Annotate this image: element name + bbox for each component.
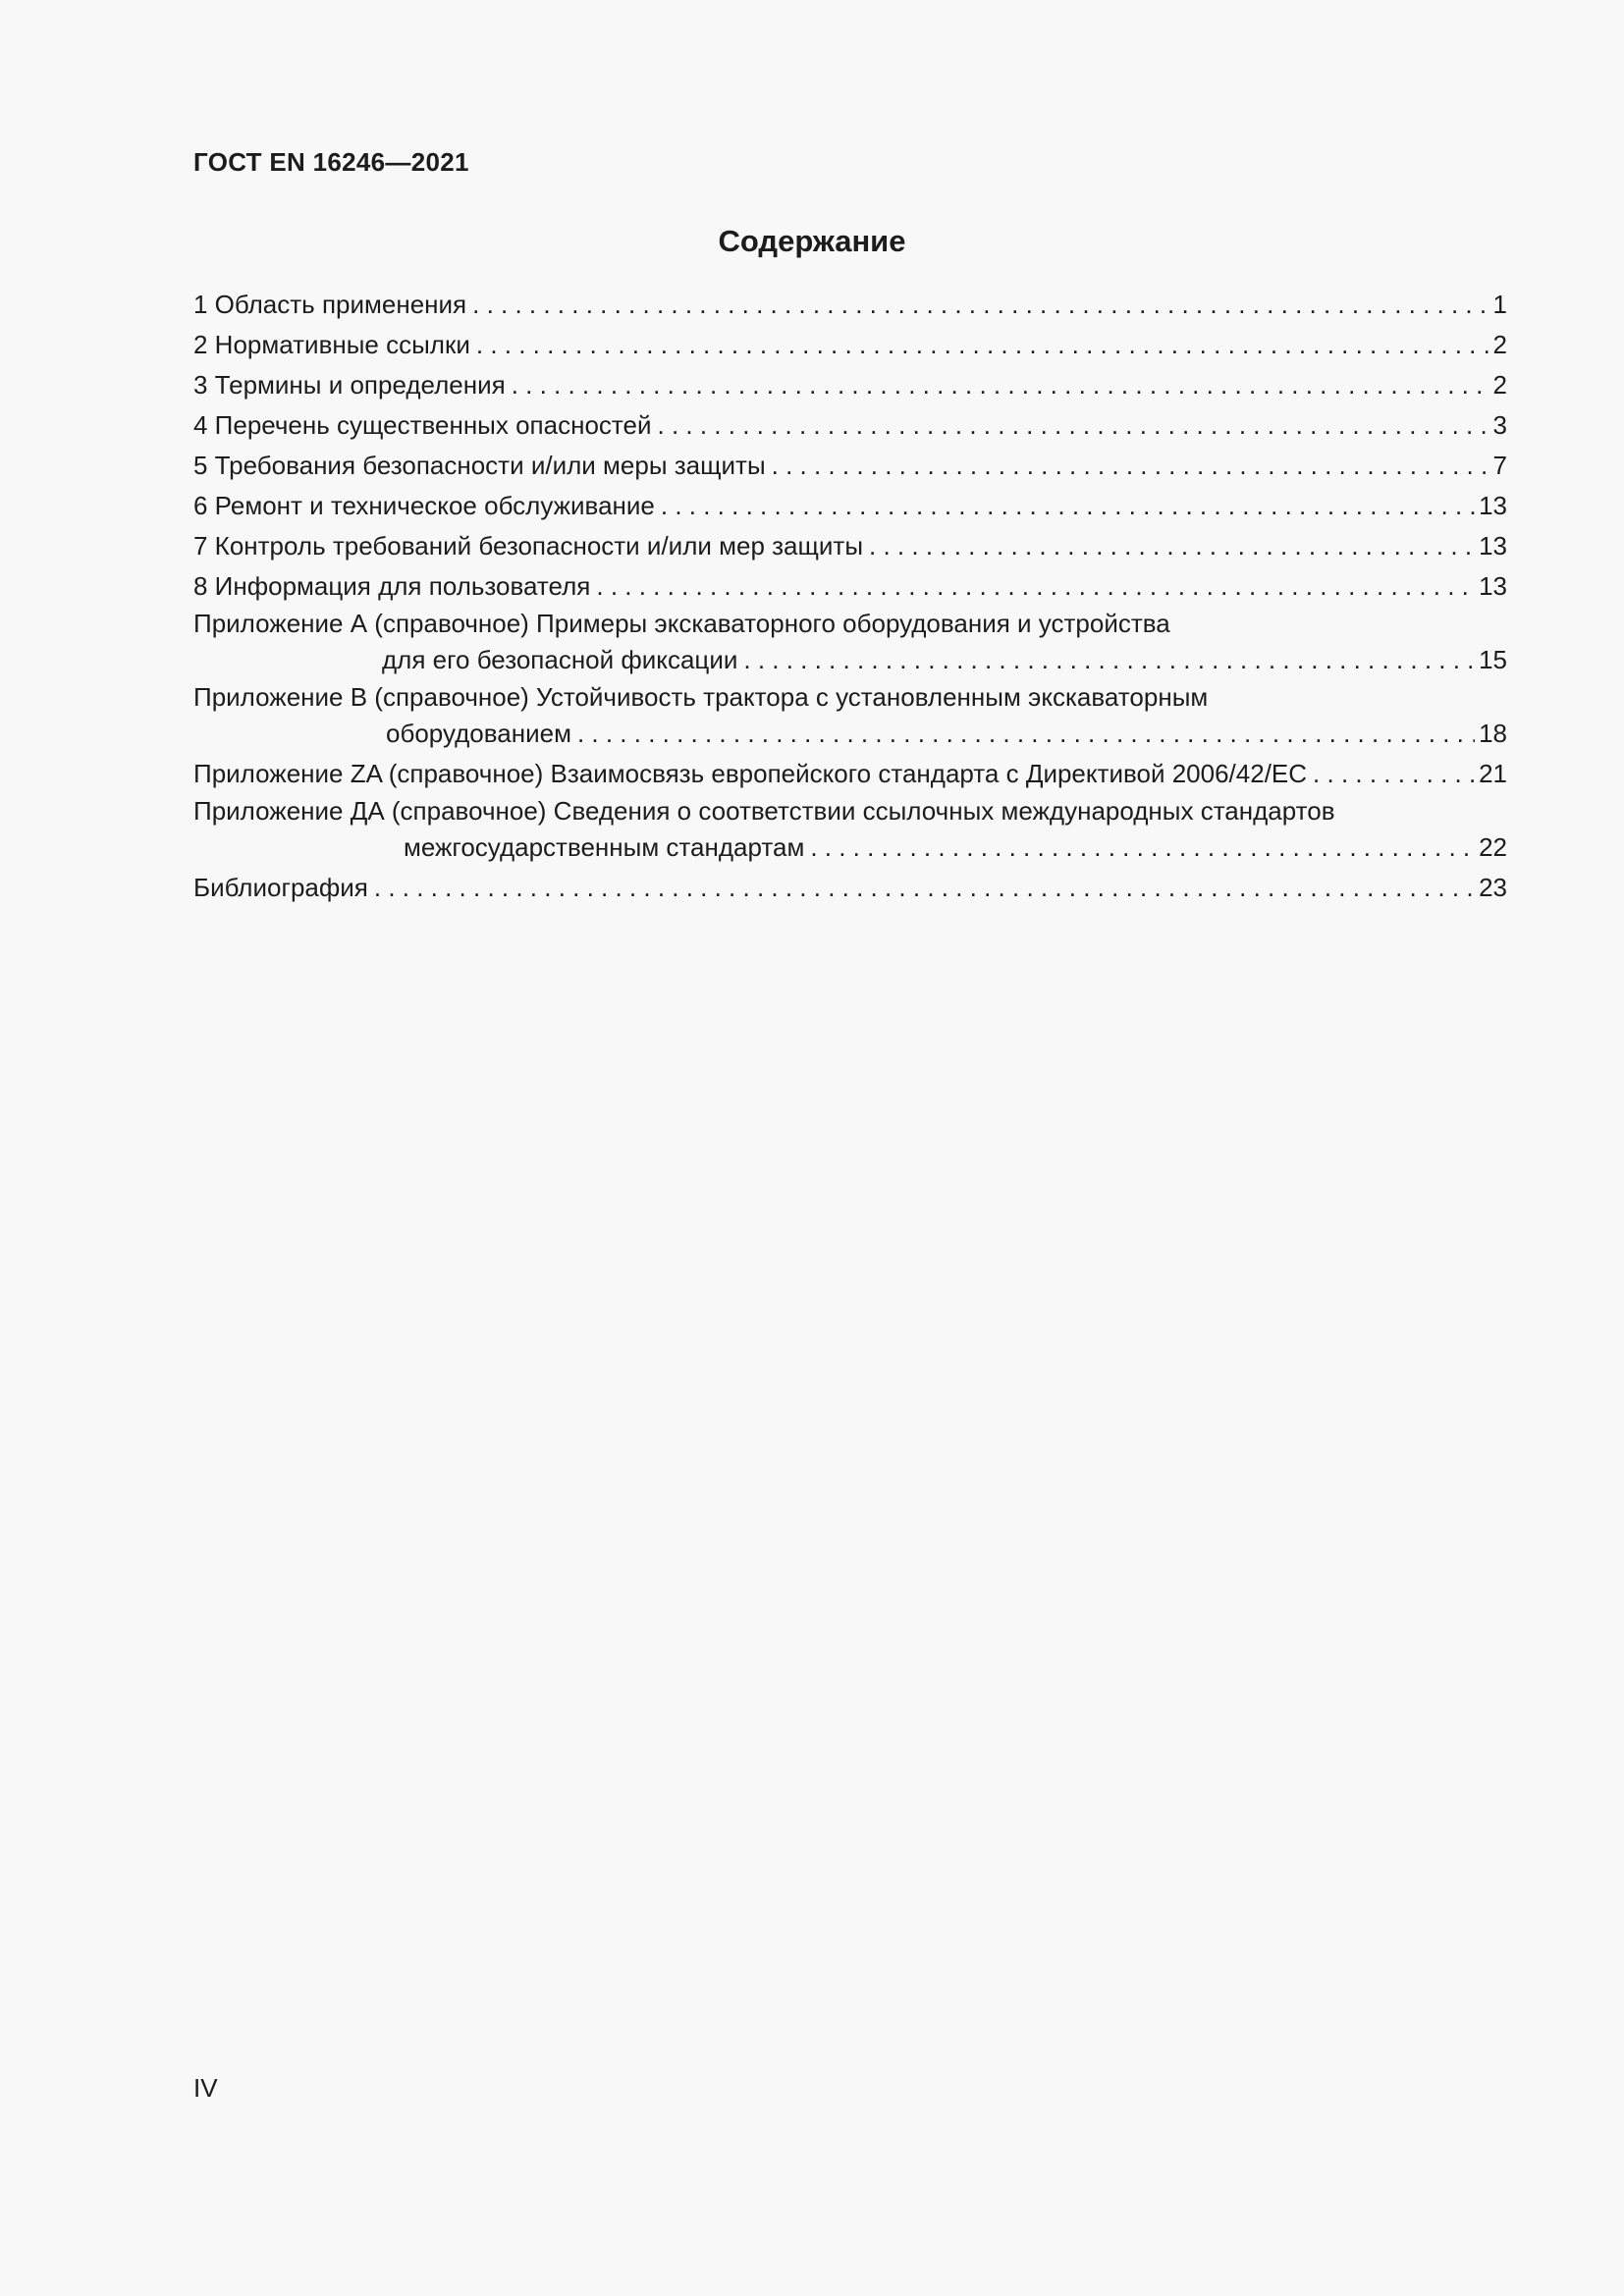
toc-entry-title: для его безопасной фиксации: [382, 645, 738, 674]
toc-leader-dots: [512, 365, 1489, 405]
toc-leader-dots: [810, 828, 1475, 868]
toc-entry-1[interactable]: [193, 285, 1507, 325]
toc-entry-bibliography[interactable]: [193, 868, 1507, 908]
toc-entry-title: Приложение ZA (справочное) Взаимосвязь европейского стандарта с Директивой 2006/42/EC: [193, 759, 1308, 788]
toc-entry-8[interactable]: [193, 566, 1507, 607]
toc-leader-dots: [772, 446, 1489, 486]
toc-page-number: 22: [1479, 832, 1507, 862]
toc-page-number: 1: [1492, 290, 1507, 319]
toc-leader-dots: [743, 640, 1475, 680]
toc-page-number: 3: [1492, 410, 1507, 440]
toc-page-number: 21: [1479, 759, 1507, 788]
toc-leader-dots: [869, 526, 1475, 566]
toc-entry-title: 8 Информация для пользователя: [193, 571, 591, 601]
document-header: ГОСТ EN 16246—2021: [193, 147, 469, 177]
toc-entry-title: 7 Контроль требований безопасности и/или мер защиты: [193, 531, 864, 561]
page-title: Содержание: [718, 224, 906, 258]
toc-entry-title: 2 Нормативные ссылки: [193, 330, 470, 359]
toc-page-number: 15: [1479, 645, 1507, 674]
toc-page-number: 13: [1479, 491, 1507, 520]
toc-entry-title: 5 Требования безопасности и/или меры защиты: [193, 451, 766, 480]
toc-leader-dots: [374, 868, 1475, 908]
toc-leader-dots: [476, 325, 1489, 365]
toc-entry-title-line1: Приложение А (справочное) Примеры экскаваторного оборудования и устройства: [193, 609, 1170, 638]
toc-entry-2[interactable]: [193, 325, 1507, 365]
toc-entry-4[interactable]: [193, 405, 1507, 446]
toc-page-number: 18: [1479, 719, 1507, 748]
toc-entry-6[interactable]: [193, 486, 1507, 526]
toc-entry-title-line1: Приложение В (справочное) Устойчивость трактора с установленным экскаваторным: [193, 682, 1209, 712]
toc-entry-title-line1: Приложение ДА (справочное) Сведения о соответствии ссылочных международных стандартов: [193, 796, 1335, 826]
toc-entry-title: 3 Термины и определения: [193, 370, 506, 400]
toc-entry-annex-b[interactable]: [193, 680, 1507, 754]
page-number-footer: IV: [193, 2073, 218, 2103]
toc-entry-title: межгосударственным стандартам: [404, 832, 805, 862]
toc-entry-title: 6 Ремонт и техническое обслуживание: [193, 491, 655, 520]
toc-page-number: 2: [1492, 370, 1507, 400]
toc-entry-annex-a[interactable]: [193, 607, 1507, 680]
toc-leader-dots: [577, 714, 1475, 754]
toc-page-number: 23: [1479, 873, 1507, 902]
toc-leader-dots: [596, 566, 1475, 607]
toc-entry-5[interactable]: [193, 446, 1507, 486]
toc-page-number: 13: [1479, 571, 1507, 601]
toc-entry-7[interactable]: [193, 526, 1507, 566]
toc-page-number: 2: [1492, 330, 1507, 359]
toc-leader-dots: [658, 405, 1489, 446]
toc-leader-dots: [472, 285, 1489, 325]
toc-entry-title: оборудованием: [386, 719, 571, 748]
toc-page-number: 7: [1492, 451, 1507, 480]
toc-entry-annex-za[interactable]: [193, 754, 1507, 794]
toc-entry-title: 4 Перечень существенных опасностей: [193, 410, 652, 440]
table-of-contents: [193, 285, 1507, 908]
toc-leader-dots: [1313, 754, 1475, 794]
toc-entry-title: 1 Область применения: [193, 290, 467, 319]
toc-entry-annex-da[interactable]: [193, 794, 1507, 868]
toc-leader-dots: [661, 486, 1475, 526]
toc-page-number: 13: [1479, 531, 1507, 561]
toc-entry-title: Библиография: [193, 873, 368, 902]
toc-entry-3[interactable]: [193, 365, 1507, 405]
